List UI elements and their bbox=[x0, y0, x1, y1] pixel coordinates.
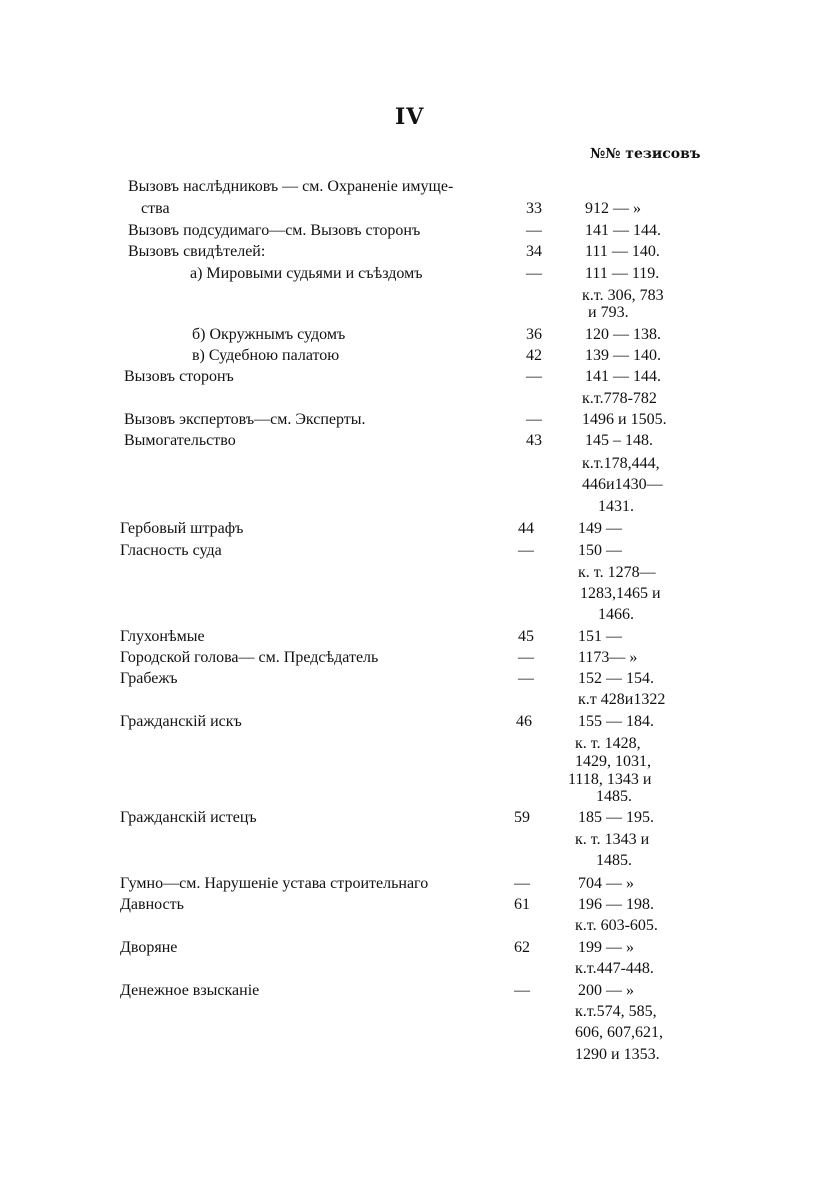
thesis-ref: 152 — 154. bbox=[578, 670, 654, 687]
thesis-ref: 1431. bbox=[598, 498, 634, 515]
page-ref: 42 bbox=[526, 347, 542, 364]
page-ref: 34 bbox=[526, 243, 542, 260]
thesis-ref: к.т. 603-605. bbox=[575, 917, 658, 934]
page-ref: — bbox=[514, 875, 530, 892]
page-ref: 44 bbox=[518, 520, 534, 537]
thesis-ref: к.т.447-448. bbox=[575, 960, 654, 977]
thesis-ref: 446и1430— bbox=[582, 476, 663, 493]
index-term: Глухонѣмые bbox=[120, 628, 205, 645]
index-term: Гласность суда bbox=[120, 542, 222, 559]
thesis-ref: 145 – 148. bbox=[585, 432, 653, 449]
thesis-ref: 150 — bbox=[578, 542, 622, 559]
index-term: Вызовъ наслѣдниковъ — см. Охраненіе имуще- bbox=[128, 178, 454, 195]
thesis-ref: 1173— » bbox=[578, 649, 638, 666]
thesis-ref: 196 — 198. bbox=[578, 896, 654, 913]
page-ref: 45 bbox=[518, 628, 534, 645]
page-ref: 62 bbox=[514, 939, 530, 956]
index-term: Дворяне bbox=[120, 939, 178, 956]
thesis-ref: 912 — » bbox=[585, 200, 641, 217]
column-header: №№ тезисовъ bbox=[590, 146, 701, 162]
thesis-ref: к.т 428и1322 bbox=[578, 691, 666, 708]
thesis-ref: 155 — 184. bbox=[578, 713, 654, 730]
index-term: Вызовъ экспертовъ—см. Эксперты. bbox=[124, 411, 366, 428]
thesis-ref: к.т.574, 585, bbox=[575, 1003, 657, 1020]
index-subterm: б) Окружнымъ судомъ bbox=[192, 326, 346, 343]
page-number: IV bbox=[395, 104, 425, 130]
thesis-ref: 199 — » bbox=[578, 939, 634, 956]
page-ref: 61 bbox=[514, 896, 530, 913]
thesis-ref: 149 — bbox=[578, 520, 622, 537]
index-term-cont: ства bbox=[141, 200, 170, 217]
thesis-ref: 120 — 138. bbox=[585, 326, 661, 343]
thesis-ref: к.т. 306, 783 bbox=[582, 287, 664, 304]
thesis-ref: 1496 и 1505. bbox=[582, 411, 667, 428]
page-ref: — bbox=[514, 982, 530, 999]
thesis-ref: 1429, 1031, bbox=[575, 753, 651, 770]
thesis-ref: 111 — 119. bbox=[585, 265, 660, 282]
page-ref: 43 bbox=[526, 432, 542, 449]
page-ref: — bbox=[526, 368, 542, 385]
thesis-ref: к.т.778-782 bbox=[582, 390, 657, 407]
thesis-ref: 1283,1465 и bbox=[580, 585, 661, 602]
thesis-ref: 606, 607,621, bbox=[575, 1024, 663, 1041]
index-term: Городской голова— см. Предсѣдатель bbox=[120, 649, 379, 666]
page-ref: 46 bbox=[516, 713, 532, 730]
index-term: Гербовый штрафъ bbox=[120, 520, 244, 537]
index-term: Гражданскій искъ bbox=[120, 713, 242, 730]
index-term: Вымогательство bbox=[124, 432, 236, 449]
thesis-ref: 111 — 140. bbox=[585, 243, 660, 260]
thesis-ref: 200 — » bbox=[578, 982, 634, 999]
thesis-ref: и 793. bbox=[588, 304, 629, 321]
thesis-ref: к. т. 1343 и bbox=[575, 831, 650, 848]
index-term: Денежное взысканіе bbox=[120, 982, 260, 999]
thesis-ref: к.т.178,444, bbox=[582, 455, 660, 472]
page-ref: 59 bbox=[514, 809, 530, 826]
thesis-ref: 141 — 144. bbox=[585, 368, 661, 385]
index-subterm: в) Судебною палатою bbox=[192, 347, 340, 364]
thesis-ref: 1290 и 1353. bbox=[575, 1046, 660, 1063]
thesis-ref: 151 — bbox=[578, 628, 622, 645]
page-ref: 33 bbox=[526, 200, 542, 217]
page-ref: — bbox=[526, 222, 542, 239]
page-ref: — bbox=[526, 411, 542, 428]
page-ref: — bbox=[518, 542, 534, 559]
thesis-ref: 704 — » bbox=[578, 875, 634, 892]
thesis-ref: 1485. bbox=[596, 852, 632, 869]
index-term: Вызовъ свидѣтелей: bbox=[128, 243, 266, 260]
thesis-ref: 1118, 1343 и bbox=[568, 771, 652, 788]
index-subterm: а) Мировыми судьями и съѣздомъ bbox=[190, 265, 423, 282]
thesis-ref: 185 — 195. bbox=[578, 809, 654, 826]
page-ref: 36 bbox=[526, 326, 542, 343]
page-ref: — bbox=[518, 649, 534, 666]
page-ref: — bbox=[526, 265, 542, 282]
thesis-ref: 1485. bbox=[596, 788, 632, 805]
index-term: Вызовъ подсудимаго—см. Вызовъ сторонъ bbox=[128, 222, 421, 239]
index-term: Грабежъ bbox=[120, 670, 178, 687]
index-term: Вызовъ сторонъ bbox=[124, 368, 234, 385]
index-term: Гумно—см. Нарушеніе устава строительнаго bbox=[120, 875, 429, 892]
page-ref: — bbox=[518, 670, 534, 687]
thesis-ref: к. т. 1428, bbox=[575, 735, 641, 752]
thesis-ref: 141 — 144. bbox=[585, 222, 661, 239]
thesis-ref: к. т. 1278— bbox=[578, 564, 656, 581]
thesis-ref: 139 — 140. bbox=[585, 347, 661, 364]
thesis-ref: 1466. bbox=[598, 606, 634, 623]
index-term: Гражданскій истецъ bbox=[120, 809, 257, 826]
index-term: Давность bbox=[120, 896, 184, 913]
